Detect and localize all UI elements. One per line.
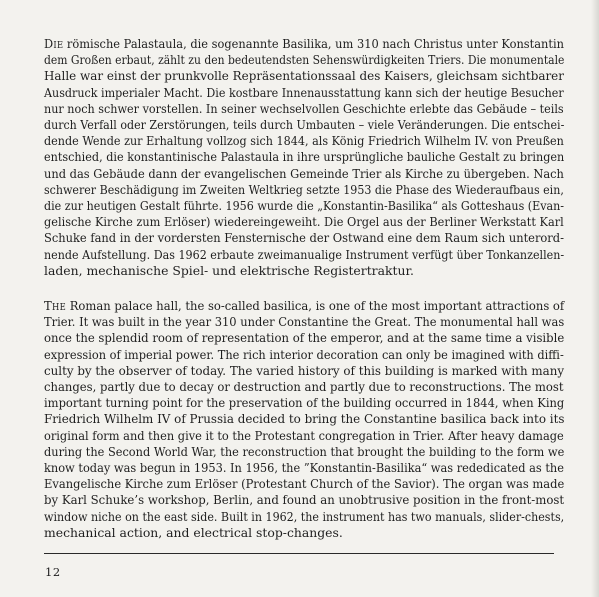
text-line: culty by the observer of today. The varied history of this building is marked with many [44, 362, 565, 378]
text-line: nur noch schwer vorstellen. In seiner wechselvollen Geschichte erlebte das Gebäude – teils [44, 100, 564, 116]
text-line: Schuke fand in der vordersten Fensternische der Ostwand eine dem Raum sich unterord- [44, 230, 564, 246]
text-line: by Karl Schuke’s workshop, Berlin, and found an unobtrusive position in the front-most [44, 492, 565, 508]
text-line: once the splendid room of representation of the emperor, and at the same time a visible [44, 330, 565, 346]
text-line: die zur heutigen Gestalt führte. 1956 wurde die „Konstantin-Basilika“ als Gotteshaus (Evan- [44, 198, 565, 214]
text-line: nende Aufstellung. Das 1962 erbaute zweimanualige Instrument verfügt über Tonkanzellen- [44, 246, 565, 262]
text-line: Evangelische Kirche zum Erlöser (Protestant Church of the Savior). The organ was made [44, 476, 565, 492]
text-line: during the Second World War, the reconstruction that brought the building to the form we [44, 443, 565, 459]
lead-word: The [44, 298, 67, 313]
text-line: durch Verfall oder Zerstörungen, teils durch Umbauten – viele Veränderungen. Die entschei- [44, 117, 565, 133]
text-line: original form and then give it to the Protestant congregation in Trier. After heavy damage [44, 427, 564, 443]
text-line: Die römische Palastaula, die sogenannte Basilika, um 310 nach Christus unter Konstantin [44, 36, 564, 51]
page-edge-shadow [591, 0, 599, 597]
text-line: entschied, die konstantinische Palastaula in ihre ursprüngliche bauliche Gestalt zu bringen [44, 149, 565, 165]
text-line: Ausdruck imperialer Macht. Die kostbare Innenausstattung kann sich der heutige Besucher [44, 84, 564, 100]
text-line: gelische Kirche zum Erlöser) wiedereingeweiht. Die Orgel aus der Berliner Werkstatt Karl [44, 214, 564, 230]
english-paragraph [44, 298, 564, 541]
footer-rule [44, 553, 554, 554]
text-line: important turning point for the preservation of the building occurred in 1844, when King [44, 395, 565, 411]
page-number: 12 [45, 565, 61, 579]
text-line: Friedrich Wilhelm IV of Prussia decided to bring the Constantine basilica back into its [44, 411, 565, 427]
german-paragraph [44, 36, 564, 279]
text-line: window niche on the east side. Built in 1962, the instrument has two manuals, slider-chests, [44, 508, 565, 524]
text-line: und das Gebäude dann der evangelischen Gemeinde Trier als Kirche zu übergeben. Nach [44, 165, 564, 181]
text-line: schwerer Beschädigung im Zweiten Weltkrieg setzte 1953 die Phase des Wiederaufbaus ein, [44, 181, 564, 197]
text-line: The Roman palace hall, the so-called basilica, is one of the most important attractions of [44, 298, 565, 313]
text-line: Trier. It was built in the year 310 under Constantine the Great. The monumental hall was [44, 314, 565, 330]
lead-word: Die [44, 36, 64, 51]
text-line: dem Großen erbaut, zählt zu den bedeutendsten Sehenswürdigkeiten Triers. Die monumentale [44, 52, 565, 68]
text-line: Halle war einst der prunkvolle Repräsentationssaal des Kaisers, gleichsam sichtbarer [44, 68, 564, 84]
text-line: laden, mechanische Spiel- und elektrische Registertraktur. [44, 262, 414, 278]
text-line: dende Wende zur Erhaltung vollzog sich 1844, als König Friedrich Wilhelm IV. von Preußen [44, 133, 564, 149]
text-line: expression of imperial power. The rich interior decoration can only be imagined with diffi- [44, 346, 564, 362]
text-line: mechanical action, and electrical stop-changes. [44, 524, 343, 540]
text-line: know today was begun in 1953. In 1956, the ”Konstantin-Basilika“ was rededicated as the [44, 460, 564, 476]
text-line: changes, partly due to decay or destruction and partly due to reconstructions. The most [44, 379, 564, 395]
